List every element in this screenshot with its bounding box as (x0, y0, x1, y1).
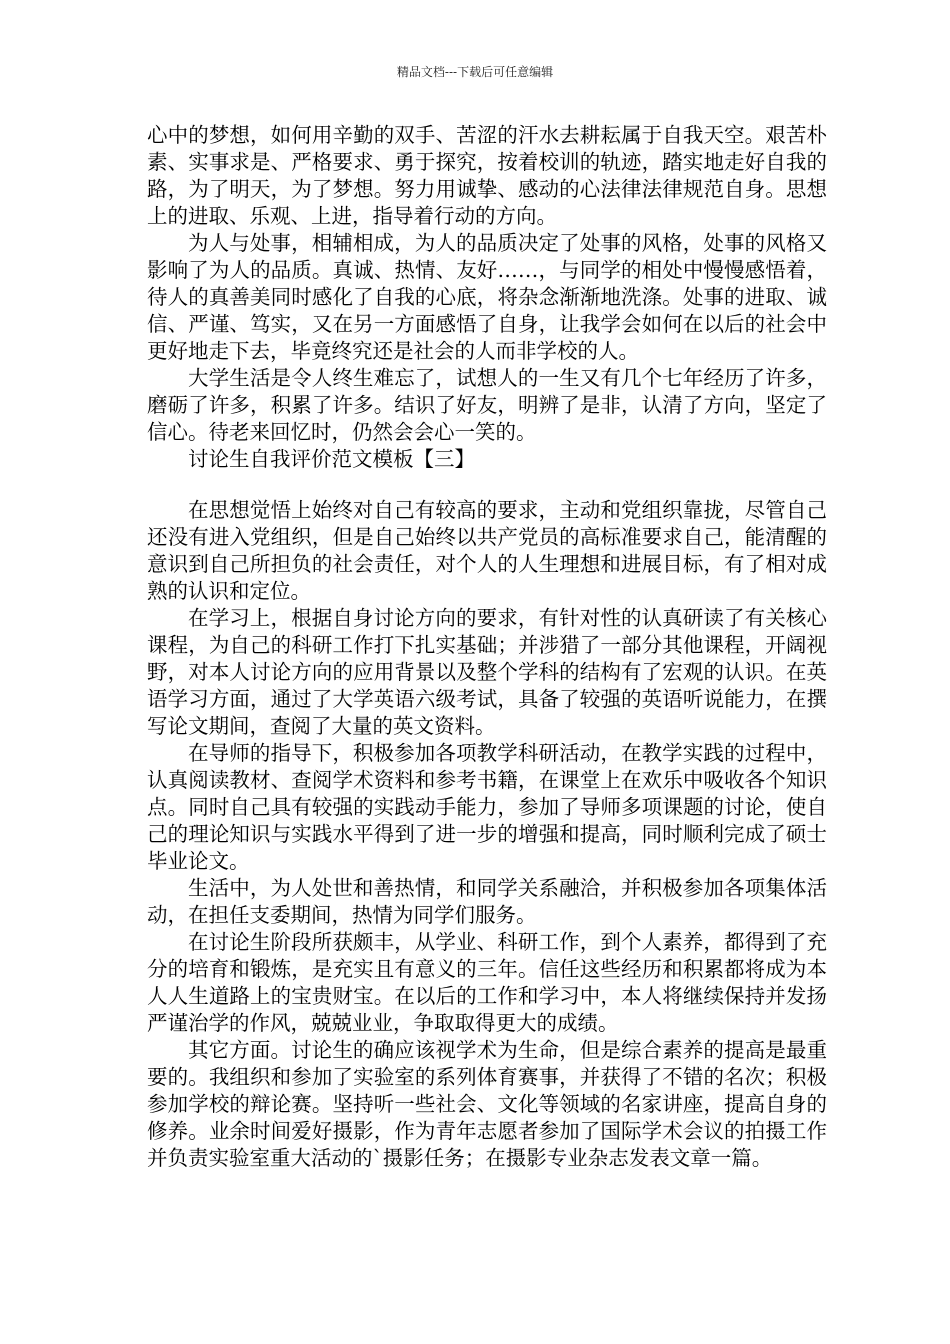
section-heading: 讨论生自我评价范文模板【三】 (188, 447, 475, 471)
paragraph-continuation: 心中的梦想，如何用辛勤的双手、苦涩的汗水去耕耘属于自我天空。艰苦朴素、实事求是、严格要求、勇于探究，按着校训的轨迹，踏实地走好自我的路，为了明天，为了梦想。努力用诚挚、感动的心法律法律规范自身。思想上的进取、乐观、上进，指导着行动的方向。 (147, 123, 827, 228)
paragraph: 在思想觉悟上始终对自己有较高的要求，主动和党组织靠拢，尽管自己还没有进入党组织，但是自己始终以共产党员的高标准要求自己，能清醒的意识到自己所担负的社会责任，对个人的人生理想和进展目标，有了相对成熟的认识和定位。 (147, 498, 827, 603)
page-header: 精品文档---下载后可任意编辑 (396, 65, 554, 79)
paragraph: 在学习上，根据自身讨论方向的要求，有针对性的认真研读了有关核心课程，为自己的科研工作打下扎实基础；并涉猎了一部分其他课程，开阔视野，对本人讨论方向的应用背景以及整个学科的结构有了宏观的认识。在英语学习方面，通过了大学英语六级考试，具备了较强的英语听说能力，在撰写论文期间，查阅了大量的英文资料。 (147, 606, 827, 738)
paragraph: 生活中，为人处世和善热情，和同学关系融洽，并积极参加各项集体活动，在担任支委期间，热情为同学们服务。 (147, 876, 827, 927)
paragraph: 在导师的指导下，积极参加各项教学科研活动，在教学实践的过程中，认真阅读教材、查阅学术资料和参考书籍，在课堂上在欢乐中吸收各个知识点。同时自己具有较强的实践动手能力，参加了导师多项课题的讨论，使自己的理论知识与实践水平得到了进一步的增强和提高，同时顺利完成了硕士毕业论文。 (147, 741, 827, 873)
paragraph: 其它方面。讨论生的确应该视学术为生命，但是综合素养的提高是最重要的。我组织和参加了实验室的系列体育赛事，并获得了不错的名次；积极参加学校的辩论赛。坚持听一些社会、文化等领域的名家讲座，提高自身的修养。业余时间爱好摄影，作为青年志愿者参加了国际学术会议的拍摄工作并负责实验室重大活动的`摄影任务；在摄影专业杂志发表文章一篇。 (147, 1038, 827, 1170)
paragraph: 大学生活是令人终生难忘了，试想人的一生又有几个七年经历了许多，磨砺了许多，积累了许多。结识了好友，明辨了是非，认清了方向，坚定了信心。待老来回忆时，仍然会会心一笑的。 (147, 366, 827, 444)
paragraph: 在讨论生阶段所获颇丰，从学业、科研工作，到个人素养，都得到了充分的培育和锻炼，是充实且有意义的三年。信任这些经历和积累都将成为本人人生道路上的宝贵财宝。在以后的工作和学习中，本人将继续保持并发扬严谨治学的作风，兢兢业业，争取取得更大的成绩。 (147, 930, 827, 1035)
document-body (147, 122, 827, 1172)
paragraph: 为人与处事，相辅相成，为人的品质决定了处事的风格，处事的风格又影响了为人的品质。真诚、热情、友好……，与同学的相处中慢慢感悟着，待人的真善美同时感化了自我的心底，将杂念渐渐地洗涤。处事的进取、诚信、严谨、笃实，又在另一方面感悟了自身，让我学会如何在以后的社会中更好地走下去，毕竟终究还是社会的人而非学校的人。 (147, 231, 827, 363)
